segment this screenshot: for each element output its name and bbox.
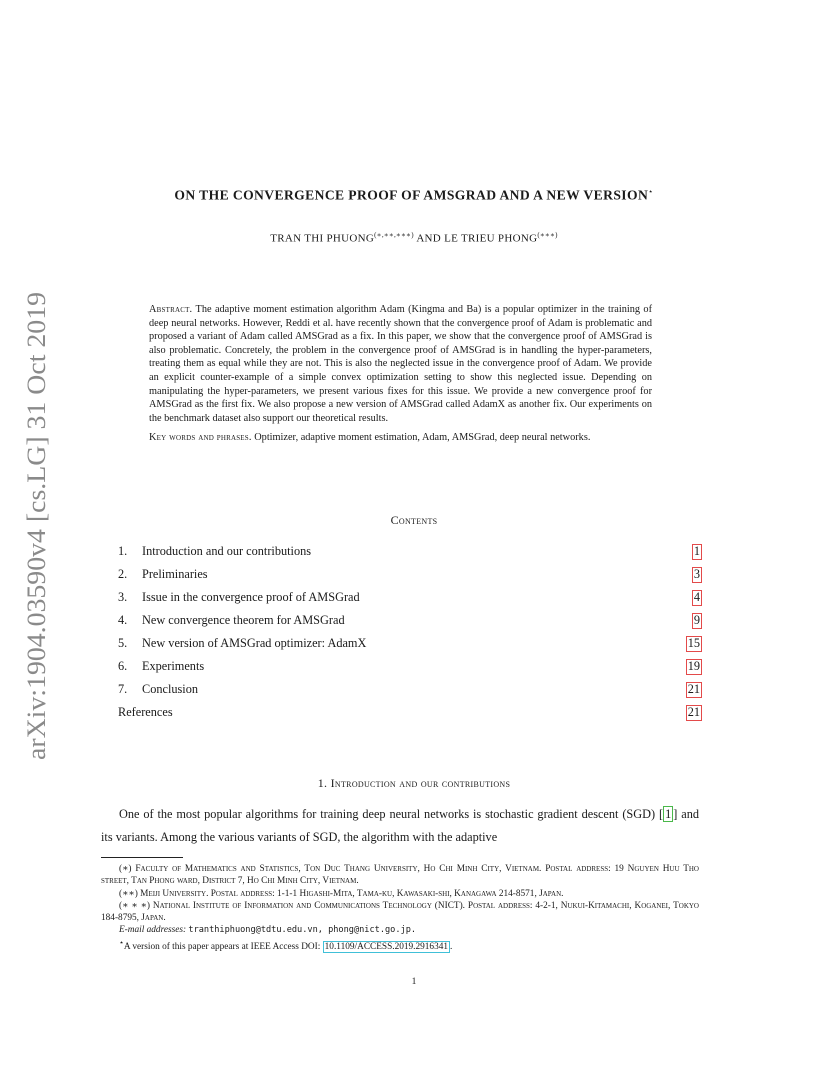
email-label: E-mail addresses: (119, 925, 187, 936)
abstract-text: The adaptive moment estimation algorithm Adam (Kingma and Ba) is a popular optimizer in the training of deep neural networks. However, Reddi et al. have recently shown that the convergence proof of Adam is problematic and proposed a variant of Adam called AMSGrad as a fix. In this paper, we show that the convergence proof of AMSGrad is also problematic. Concretely, the problem in the convergence proof of AMSGrad is in handling the hyper-parameters, treating them as equal while they are not. This is also the neglected issue in the convergence proof of Adam. We provide an explicit counter-example of a simple convex optimization setting to show this neglected issue. Depending on manipulating the hyper-parameters, we present various fixes for this issue. We provide a new convergence proof for AMSGrad as the first fix. We also propose a new version of AMSGrad called AdamX as another fix. Our experiments on the benchmark dataset also support our theoretical results. (149, 304, 652, 424)
toc-title: Experiments (142, 659, 205, 673)
abstract-label: Abstract. (149, 304, 193, 315)
toc-number: 4. (118, 613, 128, 627)
arxiv-identifier: arXiv:1904.03590v4 [cs.LG] 31 Oct 2019 (21, 313, 51, 760)
toc-page-link[interactable]: 21 (687, 705, 700, 719)
author-2: LE TRIEU PHONG (444, 232, 538, 245)
toc-title: New convergence theorem for AMSGrad (142, 613, 345, 627)
toc-entry[interactable] (118, 612, 702, 635)
toc-page-link[interactable]: 1 (693, 544, 700, 558)
footnote-marker: (∗) (119, 864, 132, 874)
toc-title: Conclusion (142, 682, 199, 696)
footnotes-block (101, 863, 699, 953)
footnote-text: Faculty of Mathematics and Statistics, Ton Duc Thang University, Ho Chi Minh City, Vietnam. Postal address: 19 Nguyen Huu Tho street, Tan Phong ward, District 7, Ho Chi Minh City, Vietnam. (101, 864, 699, 887)
footnote-marker: (∗∗) (119, 888, 138, 899)
title-text: ON THE CONVERGENCE PROOF OF AMSGRAD AND A NEW VERSION (174, 187, 649, 203)
section-1-paragraph: One of the most popular algorithms for training deep neural networks is stochastic gradient descent (SGD) [ 1 ] and its variants. Among the various variants of SGD, the algorithm with the adaptive (101, 807, 699, 844)
toc-number: 6. (118, 659, 128, 673)
toc-number: 1. (118, 544, 128, 558)
section-1-heading: 1. Introduction and our contributions (317, 776, 511, 790)
toc-entry[interactable] (118, 681, 702, 704)
abstract-block (149, 303, 652, 445)
title-footnote-mark: ⋆ (648, 187, 654, 196)
toc-entry[interactable] (118, 658, 702, 681)
toc-entry[interactable] (118, 589, 702, 612)
paragraph-text-start: One of the most popular algorithms for training deep neural networks is stochastic gradient descent (SGD) (119, 807, 659, 821)
keywords-paragraph (149, 431, 652, 445)
toc-number: 2. (118, 567, 128, 581)
table-of-contents (118, 543, 702, 727)
toc-entry[interactable] (118, 566, 702, 589)
version-note: A version of this paper appears at IEEE Access DOI: (123, 941, 323, 952)
footnote-affiliation-3 (101, 900, 699, 925)
footnote-text: National Institute of Information and Communications Technology (NICT). Postal address: 4-2-1, Nukui-Kitamachi, Koganei, Tokyo 184-8795, Japan. (101, 900, 699, 924)
toc-number: 5. (118, 636, 128, 650)
author-1-affiliation: (∗,∗∗,∗∗∗) (374, 231, 414, 239)
toc-page-link[interactable]: 9 (693, 613, 700, 627)
toc-page-link[interactable]: 21 (687, 682, 700, 696)
footnote-version (101, 937, 699, 953)
email-addresses: tranthiphuong@tdtu.edu.vn, phong@nict.go.jp. (188, 925, 417, 936)
footnote-emails (101, 924, 699, 936)
footnote-text: Meiji University. Postal address: 1-1-1 Higashi-Mita, Tama-ku, Kawasaki-shi, Kanagawa 214-8571, Japan. (140, 888, 564, 899)
footnote-marker: (∗ ∗ ∗) (119, 900, 150, 911)
toc-number: 3. (118, 590, 128, 604)
abstract-paragraph (149, 303, 652, 425)
author-2-affiliation: (∗∗∗) (537, 231, 558, 239)
author-1: TRAN THI PHUONG (270, 232, 375, 245)
toc-title: Issue in the convergence proof of AMSGrad (142, 590, 360, 604)
keywords-text: Optimizer, adaptive moment estimation, Adam, AMSGrad, deep neural networks. (254, 432, 591, 444)
author-line (0, 231, 828, 245)
toc-page-link[interactable]: 19 (687, 659, 700, 673)
footnote-star-marker: ⋆ (119, 937, 124, 947)
toc-number: 7. (118, 682, 128, 696)
citation-link[interactable]: 1 (665, 807, 672, 821)
author-joiner: AND (413, 232, 445, 245)
toc-entry[interactable] (118, 543, 702, 566)
toc-page-link[interactable]: 4 (693, 590, 700, 604)
paragraph-text-end: and its variants. Among the various variants of SGD, the algorithm with the adaptive (101, 807, 699, 844)
version-end: . (450, 941, 453, 952)
contents-heading: Contents (390, 513, 438, 527)
toc-title: References (118, 705, 173, 719)
footnote-rule (101, 857, 183, 858)
toc-page-link[interactable]: 15 (687, 636, 700, 650)
footnote-affiliation-1 (101, 863, 699, 888)
toc-page-link[interactable]: 3 (693, 567, 700, 581)
toc-title: Introduction and our contributions (142, 544, 312, 558)
toc-title: New version of AMSGrad optimizer: AdamX (142, 636, 367, 650)
toc-entry[interactable] (118, 635, 702, 658)
page-number: 1 (411, 977, 417, 987)
toc-title: Preliminaries (142, 567, 208, 581)
toc-entry[interactable] (118, 704, 702, 727)
keywords-label: Key words and phrases. (149, 432, 252, 444)
footnote-affiliation-2 (101, 888, 699, 900)
paper-title (0, 187, 828, 204)
doi-link[interactable]: 10.1109/ACCESS.2019.2916341 (324, 941, 449, 952)
